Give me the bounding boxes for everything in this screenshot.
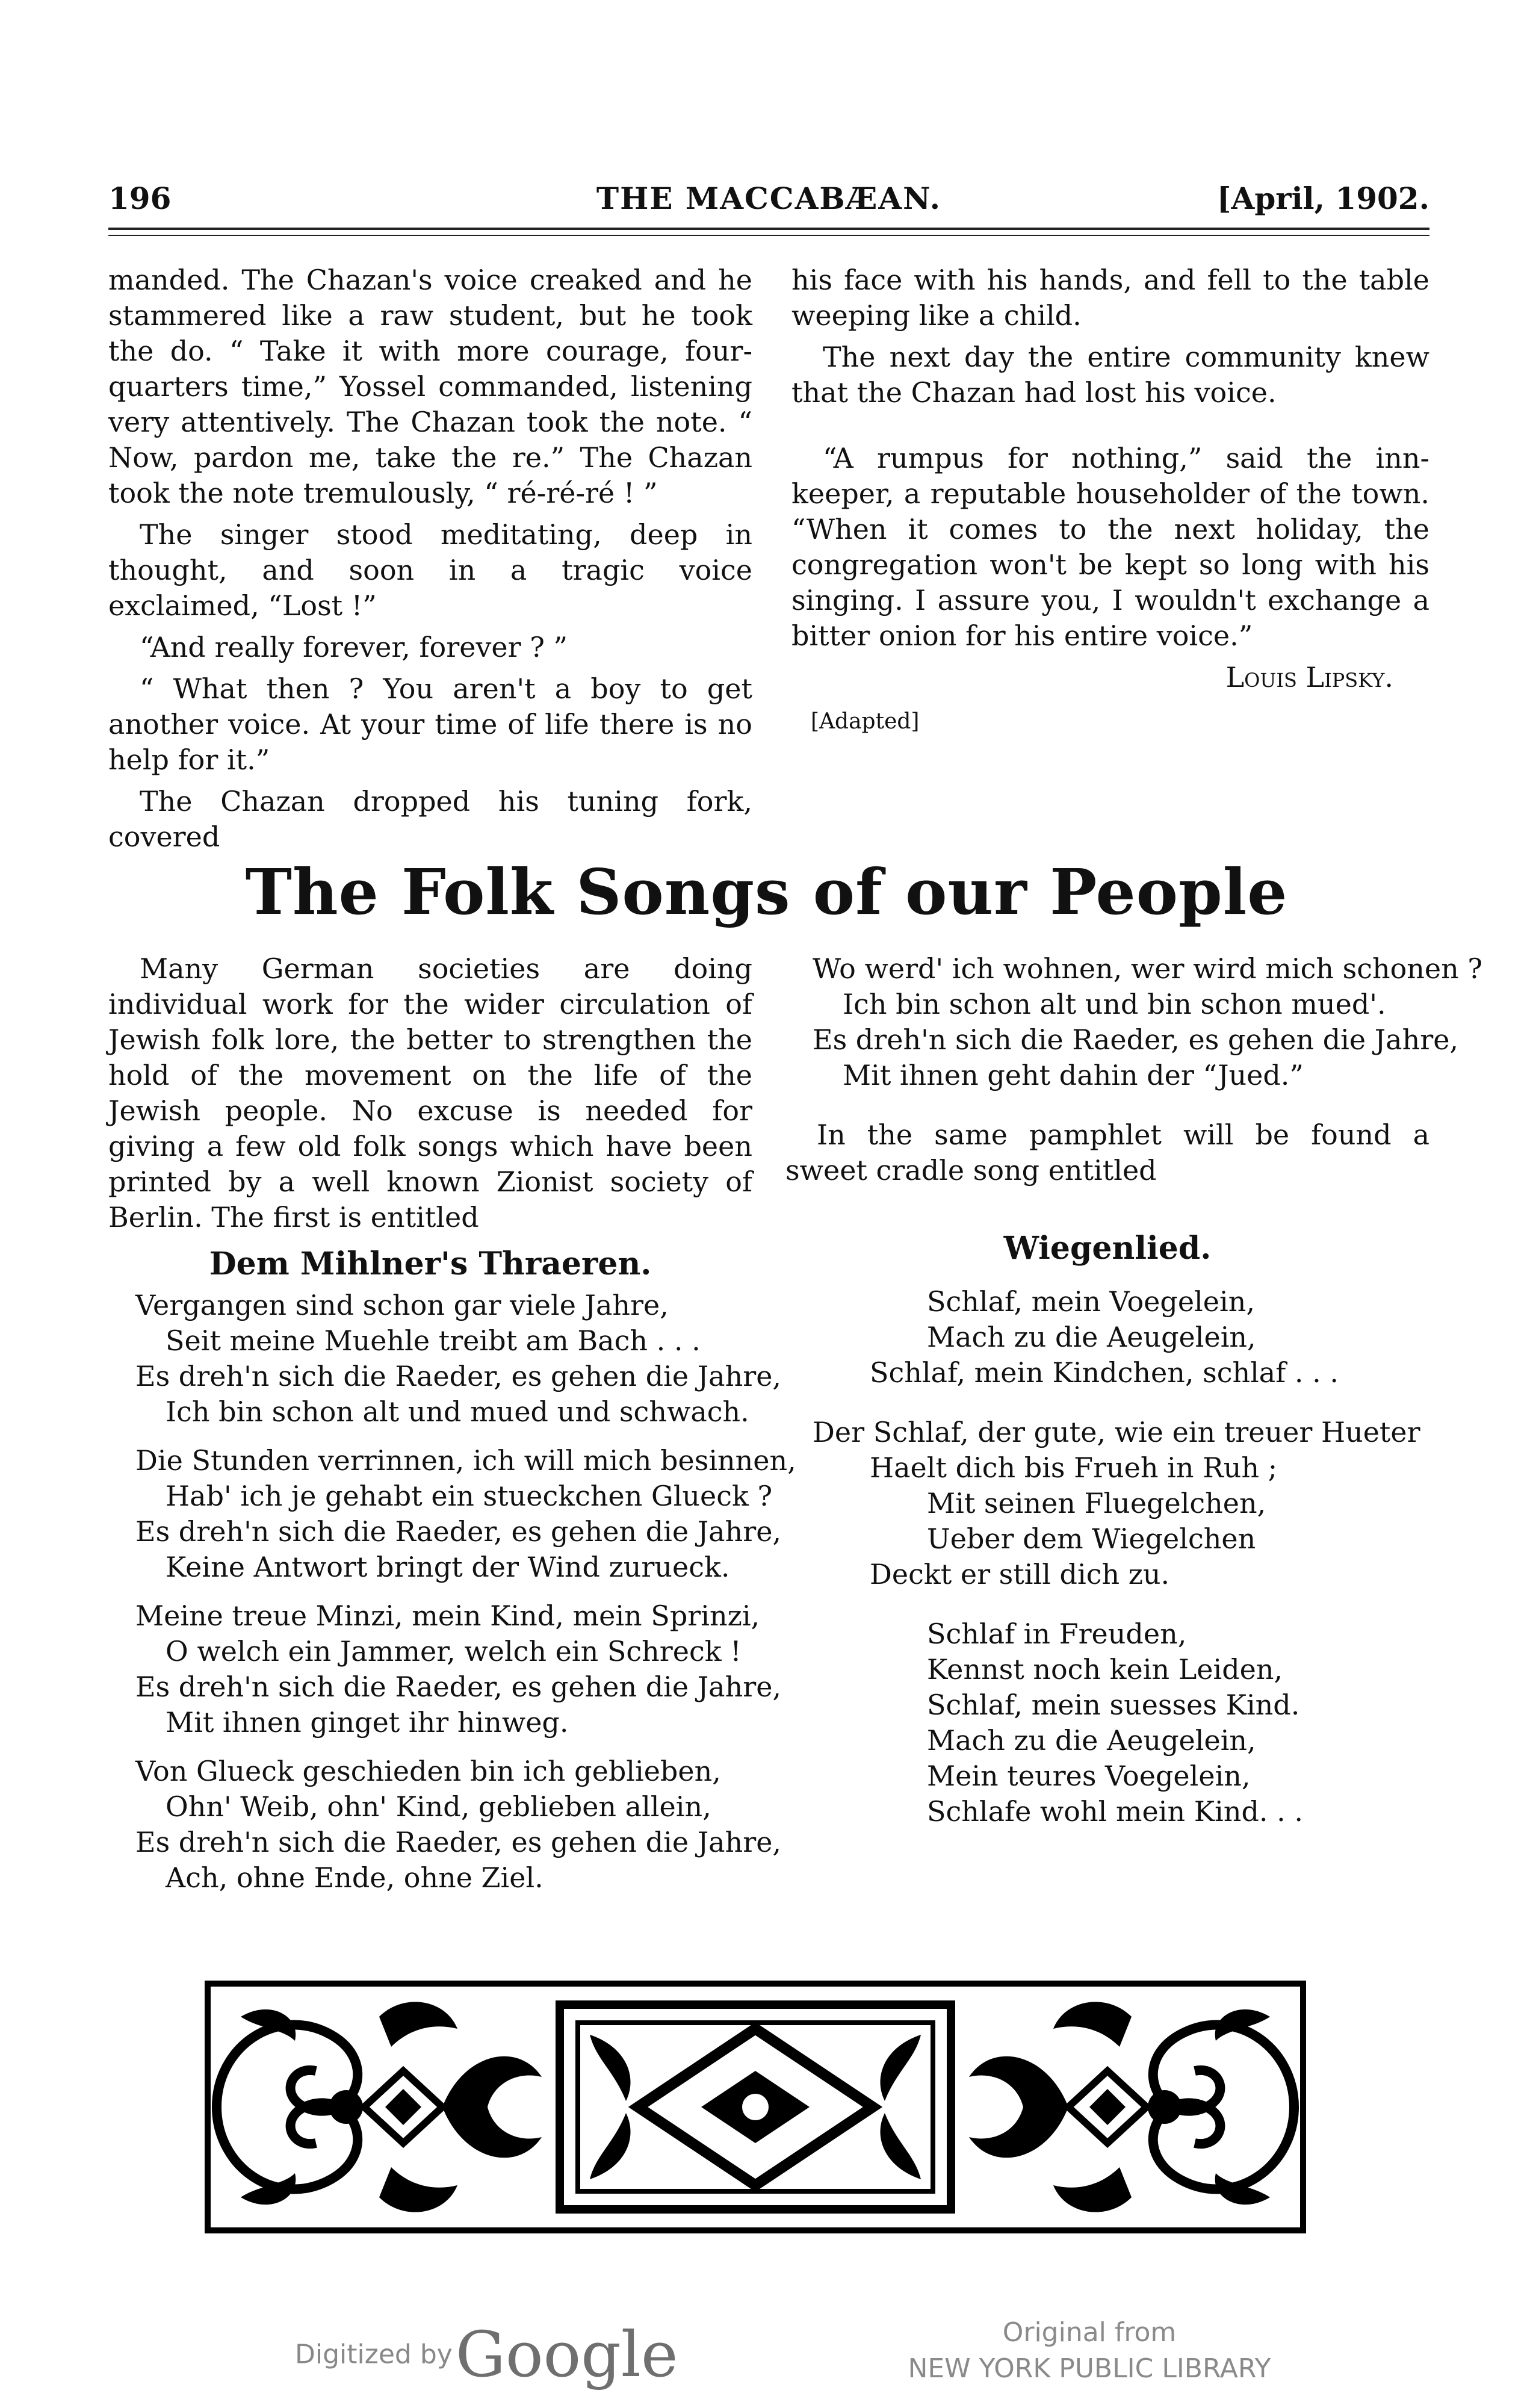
- story-paragraph: manded. The Chazan's voice creaked and he stammered like a raw student, but he took the do. “ Take it with more courage, four-quarters time,” Yossel commanded, listening very attentively. The Chazan took the note. “ Now, pardon me, take the re.” The Chazan took the note tremulously, “ ré-ré-ré ! ”: [108, 264, 752, 509]
- story-column-left: [108, 262, 752, 861]
- poem-stanza: [785, 1616, 1429, 1829]
- poem-line: Die Stunden verrinnen, ich will mich besinnen,: [135, 1444, 796, 1477]
- article-column-left: [108, 951, 796, 1909]
- poem-line: Schlaf, mein Kindchen, schlaf . . .: [870, 1356, 1339, 1389]
- story-paragraph: “ What then ? You aren't a boy to get another voice. At your time of life there is no help for it.”: [108, 672, 752, 776]
- poem-title-wiegenlied: Wiegenlied.: [1003, 1230, 1212, 1267]
- poem-stanza: [785, 951, 1483, 1093]
- poem-stanza: [108, 1754, 782, 1896]
- poem-stanza: [108, 1288, 782, 1430]
- google-logo: Google: [455, 2318, 678, 2391]
- poem-line: Es dreh'n sich die Raeder, es gehen die Jahre,: [135, 1826, 782, 1858]
- poem-line: Hab' ich je gehabt ein stueckchen Glueck ?: [166, 1480, 773, 1512]
- poem-line: Schlaf in Freuden,: [927, 1618, 1187, 1650]
- poem-line: Schlafe wohl mein Kind. . .: [927, 1795, 1303, 1828]
- poem-line: Vergangen sind schon gar viele Jahre,: [135, 1289, 669, 1321]
- journal-name: THE MACCABÆAN.: [596, 181, 942, 216]
- ornamental-band: [205, 1981, 1306, 2233]
- poem-line: Es dreh'n sich die Raeder, es gehen die Jahre,: [135, 1515, 782, 1548]
- article-column-right: [785, 951, 1483, 1843]
- page-number: 196: [108, 181, 172, 216]
- story-paragraph: The Chazan dropped his tuning fork, covered: [108, 785, 752, 853]
- header-rule-thick: [108, 228, 1429, 230]
- poem-line: Seit meine Muehle treibt am Bach . . .: [166, 1324, 701, 1357]
- story-paragraph: “A rumpus for nothing,” said the inn-keeper, a reputable householder of the town. “When it comes to the next holiday, the congregation won't be kept so long with his singing. I assure you, I wouldn't exchange a bitter onion for his entire voice.”: [791, 442, 1429, 652]
- poem-line: Es dreh'n sich die Raeder, es gehen die Jahre,: [813, 1023, 1459, 1056]
- poem-line: Von Glueck geschieden bin ich geblieben,: [135, 1755, 721, 1787]
- running-header: [108, 181, 1429, 229]
- poem-line: Keine Antwort bringt der Wind zurueck.: [166, 1551, 730, 1583]
- poem-line: Ohn' Weib, ohn' Kind, geblieben allein,: [166, 1790, 711, 1823]
- poem-title-mihlner: Dem Mihlner's Thraeren.: [209, 1246, 652, 1282]
- poem-line: Kennst noch kein Leiden,: [927, 1653, 1283, 1686]
- poem-line: Mit seinen Fluegelchen,: [927, 1487, 1266, 1519]
- poem-stanza: [785, 1284, 1429, 1391]
- article-bridge: In the same pamphlet will be found a sweet cradle song entitled: [785, 1119, 1429, 1187]
- article-title: The Folk Songs of our People: [245, 855, 1288, 929]
- digitized-by-google: [295, 2318, 678, 2391]
- poem-stanza: [785, 1415, 1429, 1592]
- adapted-note: [Adapted]: [811, 709, 920, 734]
- article-intro: Many German societies are doing individual work for the wider circulation of Jewish folk lore, the better to strengthen the hold of the movement on the life of the Jewish people. No excuse is needed for giving a few old folk songs which have been printed by a well known Zionist society of Berlin. The first is entitled: [108, 952, 752, 1233]
- poem-line: Schlaf, mein Voegelein,: [927, 1285, 1255, 1318]
- poem-line: Meine treue Minzi, mein Kind, mein Sprinzi,: [135, 1600, 760, 1632]
- header-rule-thin: [108, 235, 1429, 236]
- poem-line: Ich bin schon alt und mued und schwach.: [166, 1395, 749, 1428]
- poem-line: Mach zu die Aeugelein,: [927, 1724, 1256, 1757]
- poem-stanza: [108, 1443, 796, 1585]
- library-credit: [879, 2315, 1300, 2387]
- original-from-label: Original from: [1002, 2317, 1177, 2348]
- poem-line: Es dreh'n sich die Raeder, es gehen die Jahre,: [135, 1360, 782, 1392]
- story-paragraph: his face with his hands, and fell to the table weeping like a child.: [791, 264, 1429, 332]
- story-paragraph: The next day the entire community knew that the Chazan had lost his voice.: [791, 341, 1429, 409]
- digitized-label: Digitized by: [295, 2339, 453, 2370]
- poem-line: Ich bin schon alt und bin schon mued'.: [843, 988, 1386, 1020]
- poem-line: Haelt dich bis Frueh in Ruh ;: [870, 1451, 1278, 1484]
- poem-line: O welch ein Jammer, welch ein Schreck !: [166, 1635, 742, 1668]
- poem-stanza: [108, 1598, 782, 1740]
- story-paragraph: The singer stood meditating, deep in thought, and soon in a tragic voice exclaimed, “Lost !”: [108, 518, 752, 622]
- library-name: NEW YORK PUBLIC LIBRARY: [908, 2353, 1271, 2384]
- poem-line: Wo werd' ich wohnen, wer wird mich schonen ?: [813, 952, 1483, 985]
- poem-line: Mit ihnen ginget ihr hinweg.: [166, 1706, 569, 1739]
- poem-line: Es dreh'n sich die Raeder, es gehen die Jahre,: [135, 1671, 782, 1703]
- poem-line: Ach, ohne Ende, ohne Ziel.: [166, 1861, 544, 1894]
- issue-date: [April, 1902.: [1216, 181, 1429, 216]
- poem-line: Mit ihnen geht dahin der “Jued.”: [843, 1059, 1304, 1091]
- poem-line: Der Schlaf, der gute, wie ein treuer Hueter: [813, 1416, 1420, 1448]
- story-paragraph: “And really forever, forever ? ”: [140, 631, 568, 663]
- story-column-right: [791, 262, 1429, 739]
- poem-line: Ueber dem Wiegelchen: [927, 1522, 1256, 1555]
- author-signature: Louis Lipsky.: [1225, 661, 1393, 694]
- poem-line: Schlaf, mein suesses Kind.: [927, 1689, 1300, 1721]
- poem-line: Mach zu die Aeugelein,: [927, 1321, 1256, 1353]
- poem-line: Mein teures Voegelein,: [927, 1760, 1251, 1792]
- poem-line: Deckt er still dich zu.: [870, 1558, 1170, 1590]
